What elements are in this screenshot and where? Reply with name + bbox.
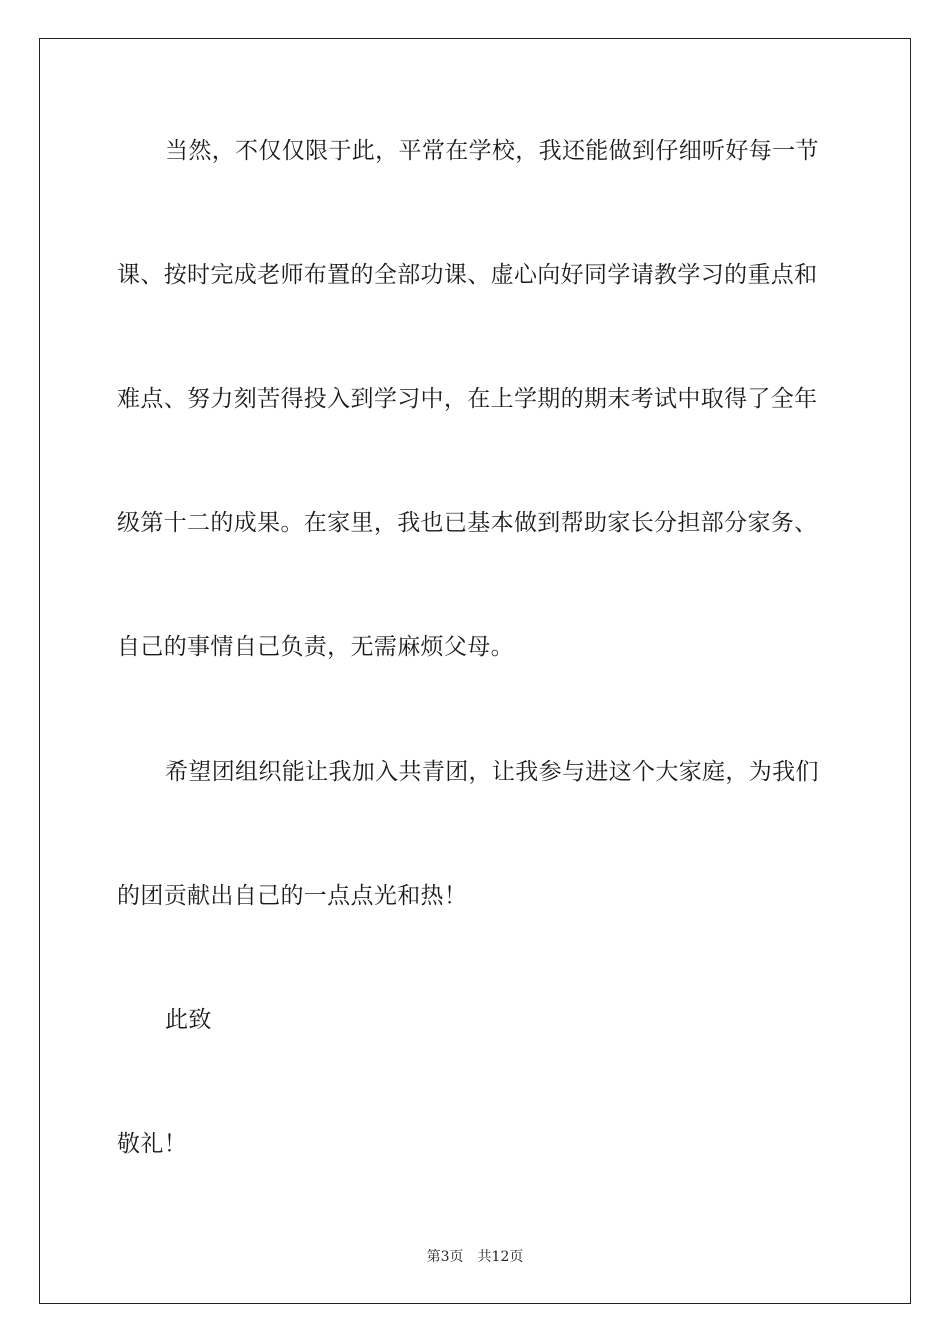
- paragraph-2-line-1: 希望团组织能让我加入共青团，让我参与进这个大家庭，为我们: [165, 759, 819, 785]
- paragraph-1-line-3: 难点、努力刻苦得投入到学习中，在上学期的期末考试中取得了全年: [117, 386, 818, 412]
- page-total: 共12页: [477, 1249, 524, 1265]
- closing-salutation: 此致: [165, 1007, 212, 1033]
- paragraph-1-line-5: 自己的事情自己负责，无需麻烦父母。: [117, 634, 514, 660]
- paragraph-1-line-2: 课、按时完成老师布置的全部功课、虚心向好同学请教学习的重点和: [117, 262, 818, 288]
- page-footer: [0, 1248, 950, 1266]
- paragraph-1-line-4: 级第十二的成果。在家里，我也已基本做到帮助家长分担部分家务、: [117, 510, 818, 536]
- page-number: 第3页: [426, 1249, 464, 1265]
- paragraph-1-line-1: 当然，不仅仅限于此，平常在学校，我还能做到仔细听好每一节: [165, 138, 819, 164]
- paragraph-2-line-2: 的团贡献出自己的一点点光和热！: [117, 883, 468, 909]
- page-border: [39, 38, 911, 1304]
- closing-regards: 敬礼！: [117, 1131, 188, 1157]
